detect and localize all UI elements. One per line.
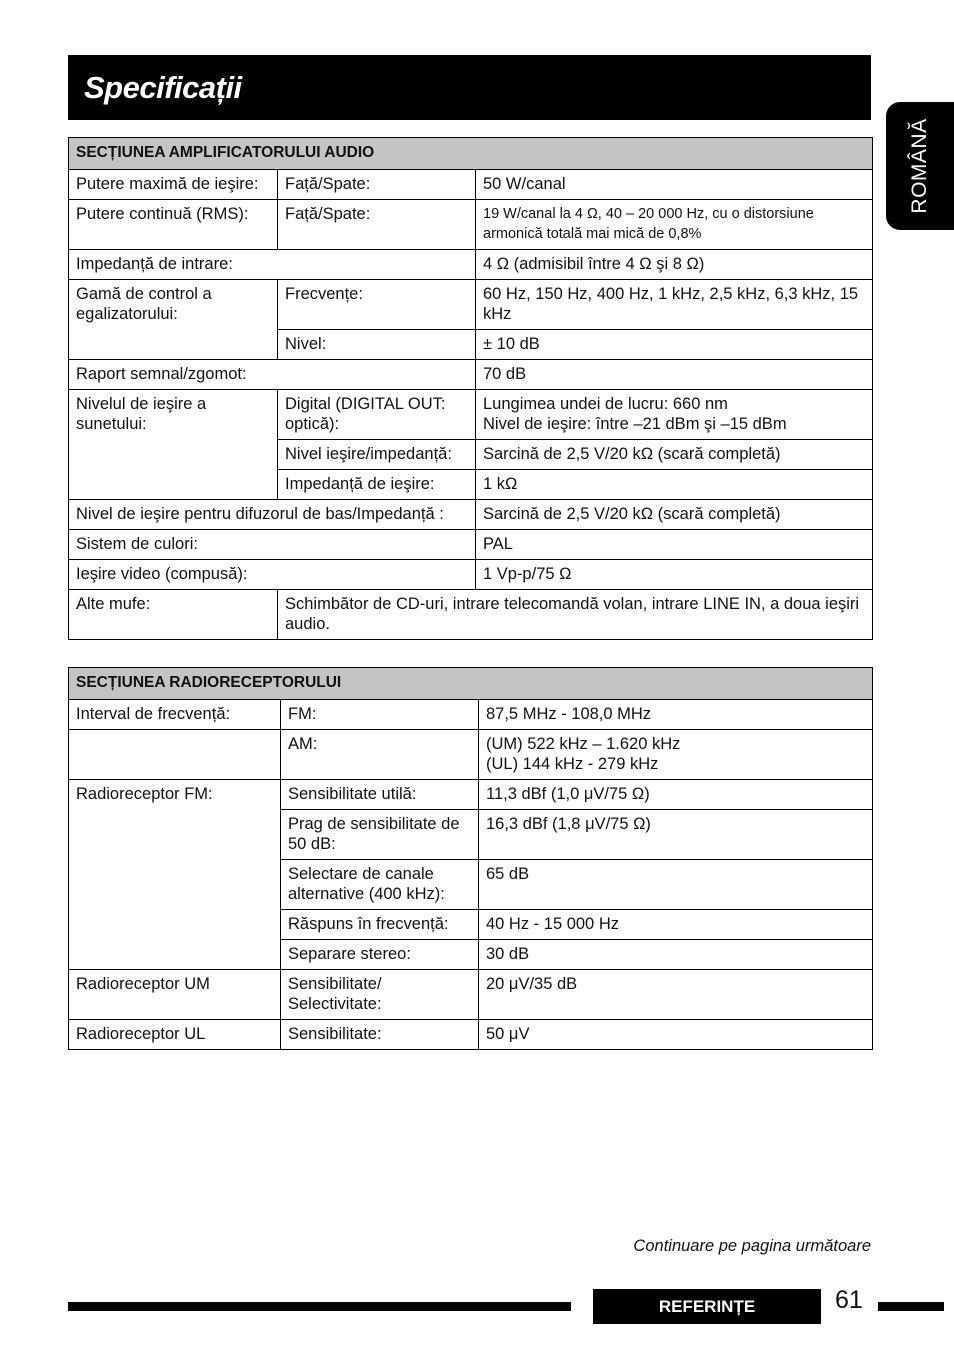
title-bar — [68, 55, 871, 120]
cell-sublabel: Răspuns în frecvență: — [281, 910, 479, 940]
cell-value: PAL — [476, 530, 873, 560]
cell-sublabel: Față/Spate: — [278, 170, 476, 200]
table-row — [69, 500, 873, 530]
page-title: Specificații — [84, 69, 242, 105]
cell-label: Raport semnal/zgomot: — [69, 360, 476, 390]
cell-sublabel: Prag de sensibilitate de 50 dB: — [281, 810, 479, 860]
cell-sublabel: Sensibilitate utilă: — [281, 780, 479, 810]
cell-sublabel: Selectare de canale alternative (400 kHz): — [281, 860, 479, 910]
cell-value: 40 Hz - 15 000 Hz — [479, 910, 873, 940]
cell-value: Lungimea undei de lucru: 660 nm Nivel de ieşire: între –21 dBm şi –15 dBm — [476, 390, 873, 440]
footer-rule-left — [68, 1302, 571, 1311]
table-row — [69, 780, 873, 810]
table-row — [69, 360, 873, 390]
cell-value: 50 μV — [479, 1020, 873, 1050]
amplifier-section-header: SECȚIUNEA AMPLIFICATORULUI AUDIO — [69, 138, 873, 170]
cell-value: 19 W/canal la 4 Ω, 40 – 20 000 Hz, cu o distorsiune armonică totală mai mică de 0,8% — [476, 200, 873, 250]
table-row — [69, 280, 873, 330]
continued-note: Continuare pe pagina următoare — [633, 1237, 871, 1255]
cell-label: Nivelul de ieşire a sunetului: — [69, 390, 278, 500]
cell-sublabel: Față/Spate: — [278, 200, 476, 250]
cell-value: Sarcină de 2,5 V/20 kΩ (scară completă) — [476, 500, 873, 530]
footer-section-label — [593, 1289, 821, 1324]
cell-sublabel: Sensibilitate/ Selectivitate: — [281, 970, 479, 1020]
cell-label: Gamă de control a egalizatorului: — [69, 280, 278, 360]
table-row — [69, 730, 873, 780]
cell-value: 70 dB — [476, 360, 873, 390]
radio-section-header: SECȚIUNEA RADIORECEPTORULUI — [69, 668, 873, 700]
table-row — [69, 390, 873, 440]
cell-value: 1 Vp-p/75 Ω — [476, 560, 873, 590]
amplifier-spec-table — [68, 137, 873, 640]
cell-sublabel: Frecvențe: — [278, 280, 476, 330]
cell-label: Radioreceptor FM: — [69, 780, 281, 970]
cell-sublabel: Digital (DIGITAL OUT: optică): — [278, 390, 476, 440]
cell-sublabel: FM: — [281, 700, 479, 730]
cell-label: Impedanță de intrare: — [69, 250, 476, 280]
cell-value: 16,3 dBf (1,8 μV/75 Ω) — [479, 810, 873, 860]
table-row — [69, 530, 873, 560]
table-row — [69, 590, 873, 640]
page-number: 61 — [835, 1286, 863, 1314]
cell-label: Sistem de culori: — [69, 530, 476, 560]
table-row — [69, 1020, 873, 1050]
cell-sublabel: AM: — [281, 730, 479, 780]
language-tab — [886, 102, 954, 230]
cell-value: 20 μV/35 dB — [479, 970, 873, 1020]
cell-sublabel: Nivel ieşire/impedanță: — [278, 440, 476, 470]
table-row — [69, 560, 873, 590]
cell-value: 30 dB — [479, 940, 873, 970]
table-row — [69, 970, 873, 1020]
cell-value: 50 W/canal — [476, 170, 873, 200]
table-row — [69, 170, 873, 200]
table-header-row — [69, 138, 873, 170]
cell-label — [69, 730, 281, 780]
cell-value: 65 dB — [479, 860, 873, 910]
cell-value: ± 10 dB — [476, 330, 873, 360]
cell-value: Sarcină de 2,5 V/20 kΩ (scară completă) — [476, 440, 873, 470]
cell-label: Interval de frecvență: — [69, 700, 281, 730]
cell-label: Radioreceptor UL — [69, 1020, 281, 1050]
table-row — [69, 250, 873, 280]
cell-value: Schimbător de CD-uri, intrare telecomandă volan, intrare LINE IN, a doua ieşiri audio. — [278, 590, 873, 640]
footer-rule-right — [878, 1302, 944, 1311]
cell-label: Nivel de ieşire pentru difuzorul de bas/Impedanță : — [69, 500, 476, 530]
cell-value: 4 Ω (admisibil între 4 Ω şi 8 Ω) — [476, 250, 873, 280]
table-row — [69, 200, 873, 250]
cell-value: 11,3 dBf (1,0 μV/75 Ω) — [479, 780, 873, 810]
cell-label: Putere maximă de ieşire: — [69, 170, 278, 200]
footer-section-text: REFERINȚE — [658, 1296, 756, 1316]
table-header-row — [69, 668, 873, 700]
cell-label: Alte mufe: — [69, 590, 278, 640]
cell-sublabel: Impedanță de ieşire: — [278, 470, 476, 500]
radio-spec-table — [68, 667, 873, 1050]
table-row — [69, 700, 873, 730]
cell-sublabel: Nivel: — [278, 330, 476, 360]
cell-value: 87,5 MHz - 108,0 MHz — [479, 700, 873, 730]
cell-value: 1 kΩ — [476, 470, 873, 500]
cell-label: Ieşire video (compusă): — [69, 560, 476, 590]
cell-value: (UM) 522 kHz – 1.620 kHz (UL) 144 kHz - 279 kHz — [479, 730, 873, 780]
cell-label: Putere continuă (RMS): — [69, 200, 278, 250]
language-tab-label: ROMÂNĂ — [908, 118, 931, 214]
cell-sublabel: Sensibilitate: — [281, 1020, 479, 1050]
cell-sublabel: Separare stereo: — [281, 940, 479, 970]
cell-label: Radioreceptor UM — [69, 970, 281, 1020]
cell-value: 60 Hz, 150 Hz, 400 Hz, 1 kHz, 2,5 kHz, 6,3 kHz, 15 kHz — [476, 280, 873, 330]
